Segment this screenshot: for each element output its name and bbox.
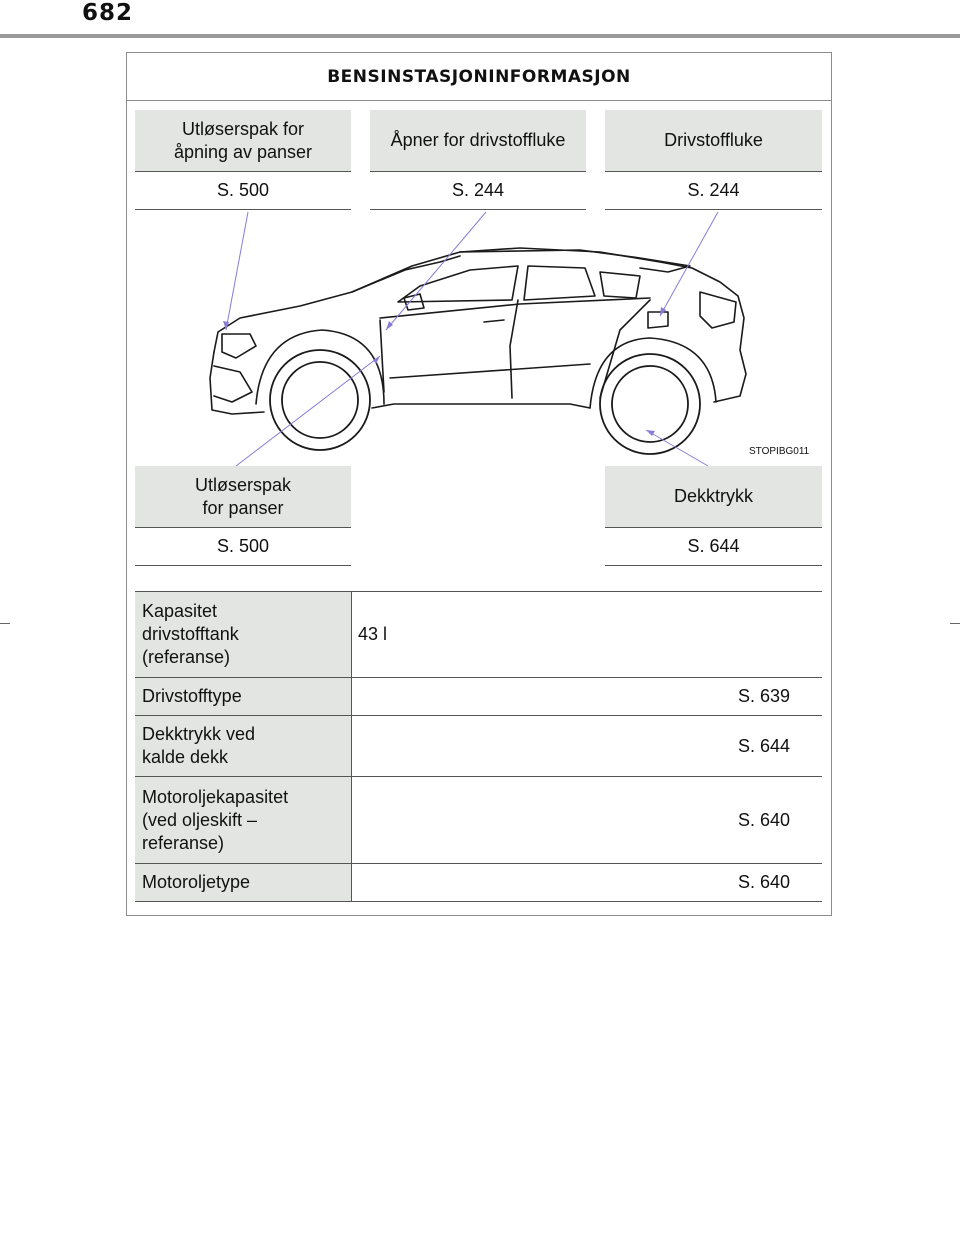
crop-mark-right xyxy=(950,623,960,624)
car-front-grille xyxy=(214,366,252,402)
panel-title: BENSINSTASJONINFORMASJON xyxy=(127,53,831,101)
spec-row-cold-tire-pressure xyxy=(135,716,822,777)
callout-fuel-door-opener-ref[interactable]: S. 244 xyxy=(370,172,586,210)
spec-value-ref[interactable]: S. 644 xyxy=(351,716,822,776)
car-headlight xyxy=(222,334,256,358)
front-wheel-tire xyxy=(270,350,370,450)
callout-hood-lever-top-ref[interactable]: S. 500 xyxy=(135,172,351,210)
figure-code: STOPIBG011 xyxy=(749,446,810,457)
car-front-window xyxy=(398,266,518,302)
car-rear-window xyxy=(524,266,595,300)
car-rear-wheel-arch xyxy=(590,338,716,408)
spec-value-ref[interactable]: S. 640 xyxy=(351,777,822,863)
callout-fuel-door-opener-label: Åpner for drivstoffluke xyxy=(370,110,586,172)
spec-label: Kapasitet drivstofftank (referanse) xyxy=(135,592,351,677)
spec-row-fuel-tank-capacity xyxy=(135,592,822,678)
callout-fuel-door-ref[interactable]: S. 244 xyxy=(605,172,822,210)
car-door-line-mid xyxy=(510,300,518,398)
callout-hood-lever-bottom-label: Utløserspak for panser xyxy=(135,466,351,528)
spec-label: Dekktrykk ved kalde dekk xyxy=(135,716,351,776)
leader-tire-pressure xyxy=(646,430,708,466)
car-rear-door-handle xyxy=(484,320,504,322)
car-rocker xyxy=(372,404,590,408)
spec-label: Motoroljekapasitet (ved oljeskift – referanse) xyxy=(135,777,351,863)
callout-tire-pressure-ref[interactable]: S. 644 xyxy=(605,528,822,566)
car-fuel-door xyxy=(648,312,668,328)
crop-mark-left xyxy=(0,623,10,624)
leader-hood-lever-top xyxy=(226,212,248,330)
callout-hood-lever-top-label: Utløserspak for åpning av panser xyxy=(135,110,351,172)
callout-fuel-door-label: Drivstoffluke xyxy=(605,110,822,172)
spec-value-ref[interactable]: S. 639 xyxy=(351,678,822,715)
callout-hood-lever-bottom-ref[interactable]: S. 500 xyxy=(135,528,351,566)
front-wheel-rim xyxy=(282,362,358,438)
spec-row-engine-oil-capacity xyxy=(135,777,822,864)
rear-wheel-tire xyxy=(600,354,700,454)
spec-label: Drivstofftype xyxy=(135,678,351,715)
spec-value-ref[interactable]: S. 640 xyxy=(351,864,822,901)
car-tail-light xyxy=(700,292,736,328)
spec-label: Motoroljetype xyxy=(135,864,351,901)
spec-row-fuel-type xyxy=(135,678,822,716)
callout-tire-pressure-label: Dekktrykk xyxy=(605,466,822,528)
page-number: 682 xyxy=(82,0,134,26)
leader-hood-lever-bottom xyxy=(236,356,380,466)
spec-row-engine-oil-type xyxy=(135,864,822,902)
arrow-tire-pressure xyxy=(646,430,655,436)
spec-value: 43 l xyxy=(351,592,822,677)
car-quarter-window xyxy=(600,272,640,298)
car-lower-crease xyxy=(390,364,590,378)
car-door-line-rear xyxy=(600,300,650,398)
